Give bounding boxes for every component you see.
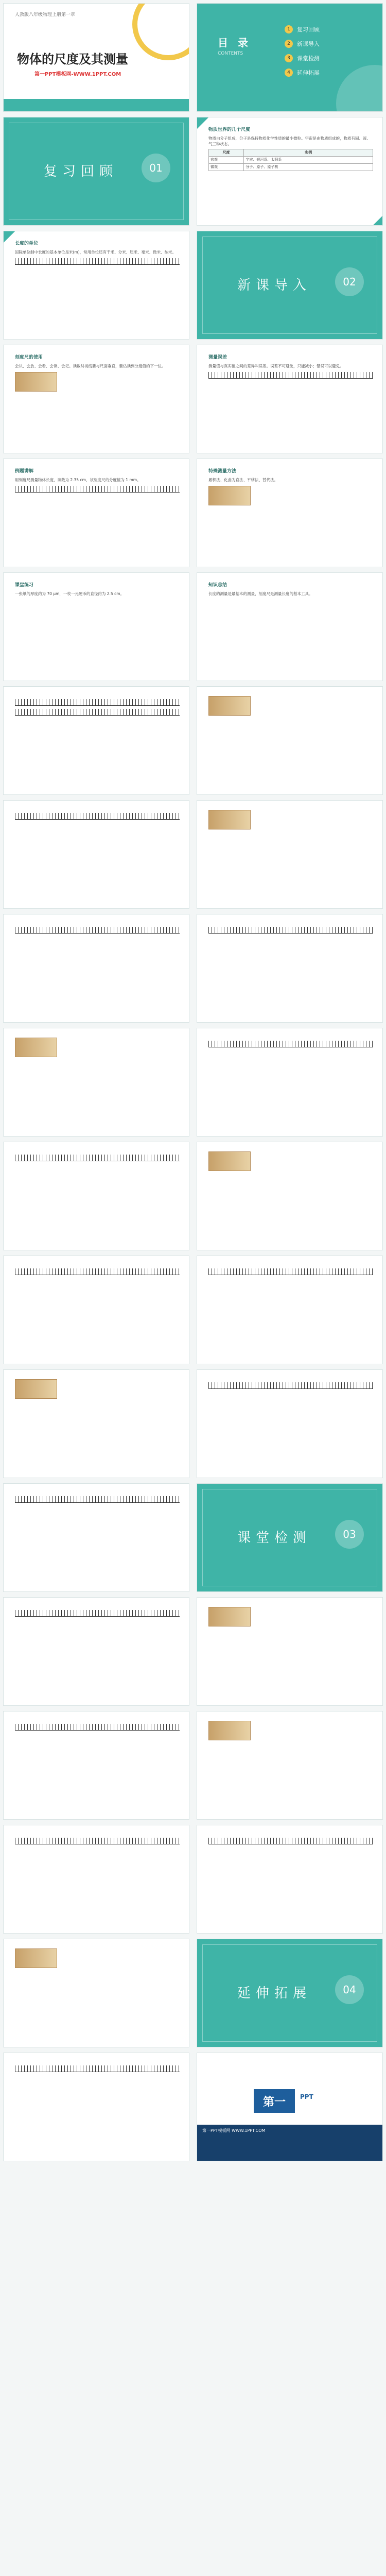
slide-grid <box>3 3 383 2576</box>
main-title: 物体的尺度及其测量 <box>17 52 128 66</box>
site-label: 第一PPT模板网-WWW.1PPT.COM <box>34 72 121 77</box>
content-slide[interactable] <box>197 800 383 909</box>
corner-decor <box>373 216 382 225</box>
ruler-graphic <box>208 1041 373 1047</box>
title-slide[interactable] <box>3 3 189 112</box>
section-intro-slide[interactable] <box>197 231 383 340</box>
ruler-graphic <box>15 1155 180 1161</box>
slide-text: 累积法、化曲为直法、平移法、替代法。 <box>208 478 278 482</box>
content-slide[interactable] <box>197 1597 383 1706</box>
content-slide[interactable] <box>3 686 189 795</box>
content-slide[interactable] <box>197 686 383 795</box>
content-slide[interactable] <box>3 1256 189 1364</box>
image-placeholder <box>15 1948 57 1968</box>
ruler-graphic <box>15 258 180 265</box>
toc-item[interactable] <box>285 51 320 65</box>
section-number: 03 <box>335 1520 364 1549</box>
ruler-graphic <box>15 813 180 820</box>
toc-item[interactable] <box>285 65 320 80</box>
content-slide[interactable] <box>3 231 189 340</box>
corner-decor <box>4 231 15 243</box>
content-slide[interactable] <box>3 1369 189 1478</box>
content-slide[interactable] <box>197 459 383 567</box>
content-slide[interactable] <box>3 1142 189 1250</box>
content-slide[interactable] <box>3 572 189 681</box>
decor-bar <box>4 99 189 111</box>
slide-heading: 测量误差 <box>208 355 227 360</box>
ruler-graphic <box>15 927 180 934</box>
image-placeholder <box>15 1038 57 1057</box>
content-slide[interactable] <box>3 1939 189 2047</box>
ruler-graphic <box>15 1610 180 1617</box>
slide-heading: 课堂练习 <box>15 583 34 588</box>
section-review-slide[interactable] <box>3 117 189 226</box>
toc-label: 复习回顾 <box>297 26 320 33</box>
slide-heading: 长度的单位 <box>15 241 39 246</box>
content-slide[interactable] <box>197 1028 383 1137</box>
section-number: 01 <box>142 154 170 182</box>
slide-text: 长度的测量是最基本的测量，刻度尺是测量长度的基本工具。 <box>208 591 313 596</box>
slide-text: 用刻度尺测量物体长度，读数为 2.35 cm，该刻度尺的分度值为 1 mm。 <box>15 478 141 482</box>
slide-heading: 刻度尺的使用 <box>15 355 43 360</box>
content-slide[interactable] <box>3 1825 189 1934</box>
image-placeholder <box>208 696 251 716</box>
content-slide[interactable] <box>197 572 383 681</box>
ruler-graphic <box>15 699 180 706</box>
toc-num: 1 <box>285 25 293 33</box>
content-slide[interactable] <box>3 2053 189 2161</box>
toc-num: 3 <box>285 54 293 62</box>
slide-text: 一张纸的厚度约为 70 μm，一枚一元硬币的直径约为 2.5 cm。 <box>15 591 125 596</box>
toc-label: 延伸拓展 <box>297 70 320 76</box>
slide-text: 物质由分子组成，分子是保持物质化学性质的最小微粒。宇宙是由物质组成的，物质有固、液、气三种状态。 <box>208 136 371 146</box>
ruler-graphic <box>208 927 373 934</box>
content-slide[interactable] <box>3 1483 189 1592</box>
ruler-graphic <box>15 1724 180 1731</box>
content-slide[interactable] <box>197 914 383 1023</box>
toc-slide[interactable] <box>197 3 383 112</box>
slide-heading: 特殊测量方法 <box>208 469 237 474</box>
section-number: 02 <box>335 267 364 296</box>
ruler-graphic <box>208 1382 373 1389</box>
slide-heading: 例题讲解 <box>15 469 34 474</box>
image-placeholder <box>208 1151 251 1171</box>
image-placeholder <box>208 810 251 829</box>
ruler-graphic <box>208 1268 373 1275</box>
footer-bar: 第一PPT模板网 WWW.1PPT.COM <box>197 2125 382 2161</box>
section-title: 课堂检测 <box>237 1530 312 1546</box>
ruler-graphic <box>15 1268 180 1275</box>
content-slide[interactable] <box>3 459 189 567</box>
toc-item[interactable] <box>285 37 320 51</box>
image-placeholder <box>208 1607 251 1626</box>
ruler-graphic <box>208 372 373 379</box>
brand-logo: 第一 <box>254 2089 295 2113</box>
content-slide[interactable] <box>3 914 189 1023</box>
corner-decor <box>197 117 208 129</box>
section-title: 复习回顾 <box>44 164 118 179</box>
toc-num: 2 <box>285 40 293 48</box>
decor-circle <box>336 65 383 112</box>
content-slide[interactable] <box>197 1825 383 1934</box>
section-title: 新课导入 <box>237 278 312 293</box>
content-slide[interactable] <box>3 1028 189 1137</box>
section-title: 延伸拓展 <box>237 1986 312 2001</box>
content-slide[interactable] <box>197 117 383 226</box>
brand-text: PPT <box>300 2093 313 2100</box>
section-check-slide[interactable] <box>197 1483 383 1592</box>
slide-text: 国际单位制中长度的基本单位是米(m)，常用单位还有千米、分米、厘米、毫米、微米、纳米。 <box>15 250 177 255</box>
toc-label: 新课导入 <box>297 41 320 47</box>
toc-label: 课堂检测 <box>297 55 320 62</box>
content-slide[interactable] <box>3 1597 189 1706</box>
content-table: 尺度 实例 宏观 宇宙、银河系、太阳系 微观 分子、原子、原子核 <box>208 149 373 171</box>
image-placeholder <box>15 1379 57 1399</box>
content-slide[interactable] <box>197 1256 383 1364</box>
end-slide[interactable] <box>197 2053 383 2161</box>
toc-en: CONTENTS <box>218 51 243 56</box>
toc-title: 目 录 <box>218 37 251 49</box>
content-slide[interactable] <box>197 345 383 453</box>
content-slide[interactable] <box>197 1142 383 1250</box>
slide-text: 会认、会放、会看、会读、会记。读数时视线要与尺面垂直，要估读到分度值的下一位。 <box>15 364 166 368</box>
ruler-graphic <box>15 1496 180 1503</box>
series-label: 人教版八年级物理上册第一章 <box>15 12 76 18</box>
ruler-graphic <box>15 486 180 493</box>
slide-text: 测量值与真实值之间的差异叫误差。误差不可避免，只能减小；错误可以避免。 <box>208 364 344 368</box>
content-slide[interactable] <box>3 1711 189 1820</box>
section-extend-slide[interactable] <box>197 1939 383 2047</box>
slide-heading: 物质世界的几个尺度 <box>208 127 251 132</box>
content-slide[interactable] <box>197 1711 383 1820</box>
image-placeholder <box>15 372 57 392</box>
toc-item[interactable] <box>285 22 320 37</box>
decor-ring <box>132 3 189 60</box>
slide-heading: 知识总结 <box>208 583 227 588</box>
toc-num: 4 <box>285 69 293 77</box>
ruler-graphic <box>15 2065 180 2072</box>
image-placeholder <box>208 1721 251 1740</box>
ruler-graphic <box>15 1838 180 1844</box>
section-number: 04 <box>335 1975 364 2004</box>
content-slide[interactable] <box>3 800 189 909</box>
content-slide[interactable] <box>3 345 189 453</box>
ruler-graphic <box>15 709 180 716</box>
toc-list <box>285 22 320 80</box>
content-slide[interactable] <box>197 1369 383 1478</box>
image-placeholder <box>208 486 251 505</box>
ruler-graphic <box>208 1838 373 1844</box>
